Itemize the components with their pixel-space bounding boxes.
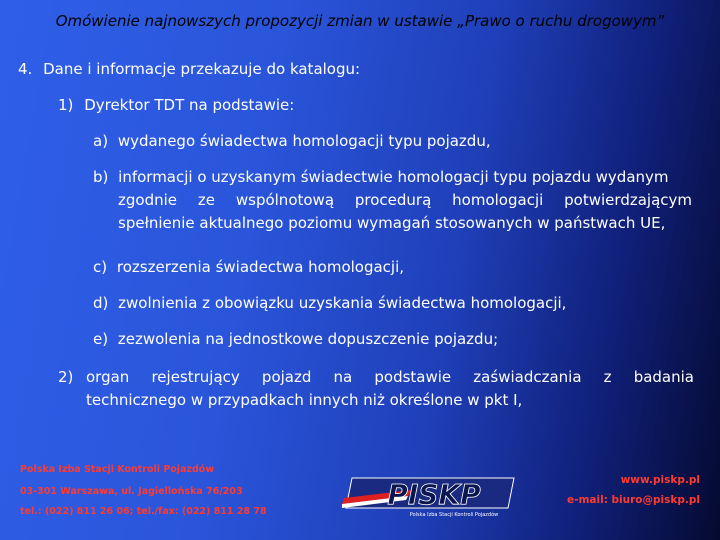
svg-text:PISKP: PISKP	[387, 478, 481, 511]
item-b-text-line1: informacji o uzyskanym świadectwie homologacji typu pojazdu wydanym	[118, 168, 669, 186]
item-2-text-line2: technicznego w przypadkach innych niż określone w pkt I,	[86, 391, 523, 409]
item-4-number: 4.	[18, 60, 33, 78]
item-a	[93, 130, 491, 152]
item-b-text-line2: zgodnie ze wspólnotową procedurą homologacji potwierdzającym	[118, 191, 692, 209]
footer-email-link[interactable]: e-mail: biuro@piskp.pl	[566, 494, 700, 506]
item-1-number: 1)	[58, 96, 74, 114]
item-a-label: a)	[93, 132, 109, 150]
item-e-label: e)	[93, 330, 109, 348]
item-b-line1	[93, 166, 669, 188]
footer-address: 03-301 Warszawa, ul. Jagiellońska 76/203	[20, 486, 243, 497]
footer-website-link[interactable]: www.piskp.pl	[620, 474, 700, 486]
footer-phone: tel.: (022) 811 26 06; tel./fax: (022) 811 28 78	[20, 506, 267, 517]
item-d-text: zwolnienia z obowiązku uzyskania świadectwa homologacji,	[118, 294, 567, 312]
piskp-logo-graphic	[342, 470, 518, 520]
item-2-number: 2)	[58, 368, 74, 386]
item-1-text: Dyrektor TDT na podstawie:	[84, 96, 295, 114]
item-2-text-line1: organ rejestrujący pojazd na podstawie zaświadczania z badania	[86, 368, 694, 386]
svg-text:Polska Izba Stacji Kontroli Po: Polska Izba Stacji Kontroli Pojazdów	[409, 512, 499, 518]
item-e-text: zezwolenia na jednostkowe dopuszczenie pojazdu;	[117, 330, 499, 348]
piskp-logo	[342, 470, 518, 520]
item-e	[93, 328, 498, 350]
item-1	[58, 94, 294, 116]
item-b-text-line3: spełnienie aktualnego poziomu wymagań stosowanych w państwach UE,	[118, 214, 666, 232]
item-4	[18, 58, 360, 80]
item-c	[93, 256, 404, 278]
item-b-label: b)	[93, 168, 109, 186]
item-d-label: d)	[93, 294, 109, 312]
item-4-text: Dane i informacje przekazuje do katalogu:	[43, 60, 361, 78]
item-c-text: rozszerzenia świadectwa homologacji,	[116, 258, 405, 276]
slide-title: Omówienie najnowszych propozycji zmian w ustawie „Prawo o ruchu drogowym”	[55, 12, 665, 30]
item-c-label: c)	[93, 258, 108, 276]
footer-org-name: Polska Izba Stacji Kontroli Pojazdów	[20, 464, 215, 475]
item-a-text: wydanego świadectwa homologacji typu pojazdu,	[117, 132, 491, 150]
item-d	[93, 292, 566, 314]
